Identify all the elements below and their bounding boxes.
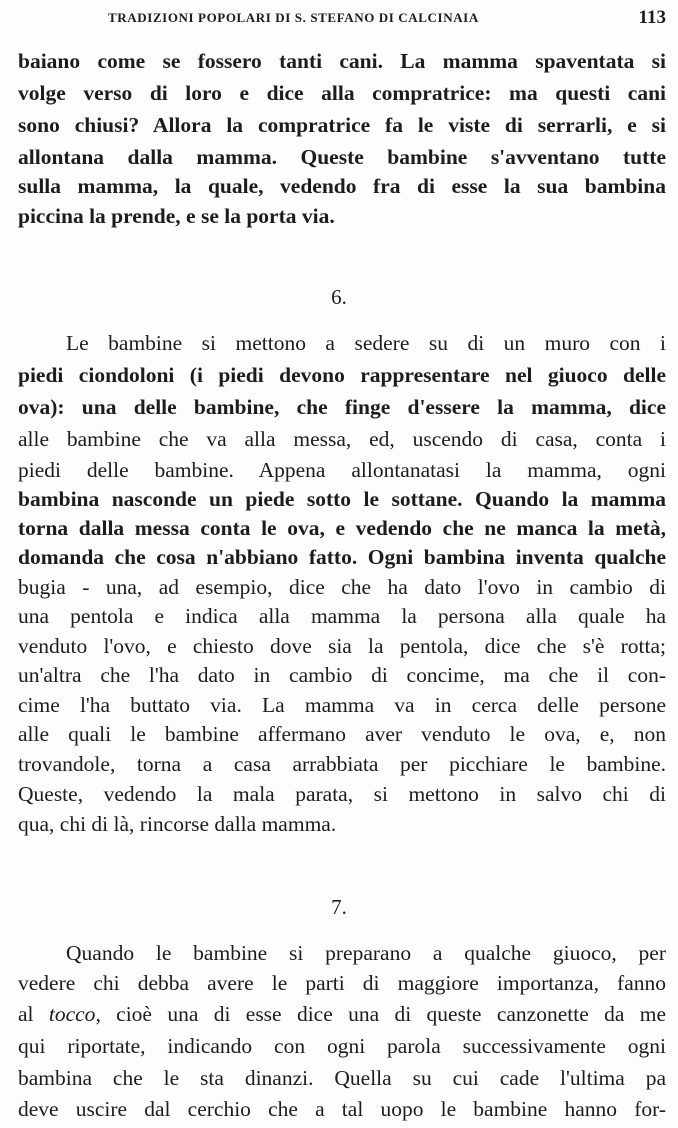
text-line: allontana dalla mamma. Queste bambine s'avventano tutte (18, 145, 666, 169)
text-line: al tocco, cioè una di esse dice una di queste canzonette da me (18, 1002, 666, 1026)
section-number-6: 6. (331, 285, 347, 309)
text-line: alle quali le bambine affermano aver venduto le ova, e, non (18, 722, 666, 746)
text-line: volge verso di loro e dice alla compratrice: ma questi cani (18, 81, 666, 105)
text-line: piccina la prende, e se la porta via. (18, 204, 335, 228)
text-line: qui riportate, indicando con ogni parola successivamente ogni (18, 1034, 666, 1058)
text-line: qua, chi di là, rincorse dalla mamma. (18, 812, 337, 836)
text-line: vedere chi debba avere le parti di maggiore importanza, fanno (18, 971, 666, 995)
text-line: torna dalla messa conta le ova, e vedendo che ne manca la metà, (18, 516, 666, 540)
text-line: Quando le bambine si preparano a qualche giuoco, per (66, 941, 666, 965)
text-line: bambina che le sta dinanzi. Quella su cui cade l'ultima pa (18, 1066, 666, 1090)
text-line: ova): una delle bambine, che finge d'essere la mamma, dice (18, 395, 666, 419)
text-line: domanda che cosa n'abbiano fatto. Ogni bambina inventa qualche (18, 545, 666, 569)
text-line: piedi ciondoloni (i piedi devono rappresentare nel giuoco delle (18, 363, 666, 387)
text-line: baiano come se fossero tanti cani. La mamma spaventata si (18, 49, 666, 73)
text-line: piedi delle bambine. Appena allontanatasi la mamma, ogni (18, 458, 666, 482)
text-line: alle bambine che va alla messa, ed, uscendo di casa, conta i (18, 427, 666, 451)
page-header (0, 8, 678, 32)
text-line: Queste, vedendo la mala parata, si mettono in salvo chi di (18, 782, 666, 806)
emphasis-word: tocco (48, 1002, 96, 1026)
text-line: Le bambine si mettono a sedere su di un muro con i (66, 331, 666, 355)
text-line: sono chiusi? Allora la compratrice fa le viste di serrarli, e si (18, 113, 666, 137)
text-line: venduto l'ovo, e chiesto dove sia la pentola, dice che s'è rotta; (18, 634, 666, 658)
text-line: bambina nasconde un piede sotto le sottane. Quando la mamma (18, 487, 666, 511)
section-number-7: 7. (331, 895, 347, 919)
text-line: deve uscire dal cerchio che a tal uopo le bambine hanno for- (18, 1097, 666, 1121)
text-line: bugia - una, ad esempio, dice che ha dato l'ovo in cambio di (18, 575, 666, 599)
text-line: trovandole, torna a casa arrabbiata per picchiare le bambine. (18, 752, 666, 776)
text-line: cime l'ha buttato via. La mamma va in cerca delle persone (18, 693, 666, 717)
text-line: sulla mamma, la quale, vedendo fra di esse la sua bambina (18, 174, 666, 198)
page-number: 113 (638, 7, 666, 28)
text-line: una pentola e indica alla mamma la persona alla quale ha (18, 604, 666, 628)
text-line: un'altra che l'ha dato in cambio di concime, ma che il con- (18, 663, 666, 687)
running-title: TRADIZIONI POPOLARI DI S. STEFANO DI CALCINAIA (108, 10, 479, 25)
